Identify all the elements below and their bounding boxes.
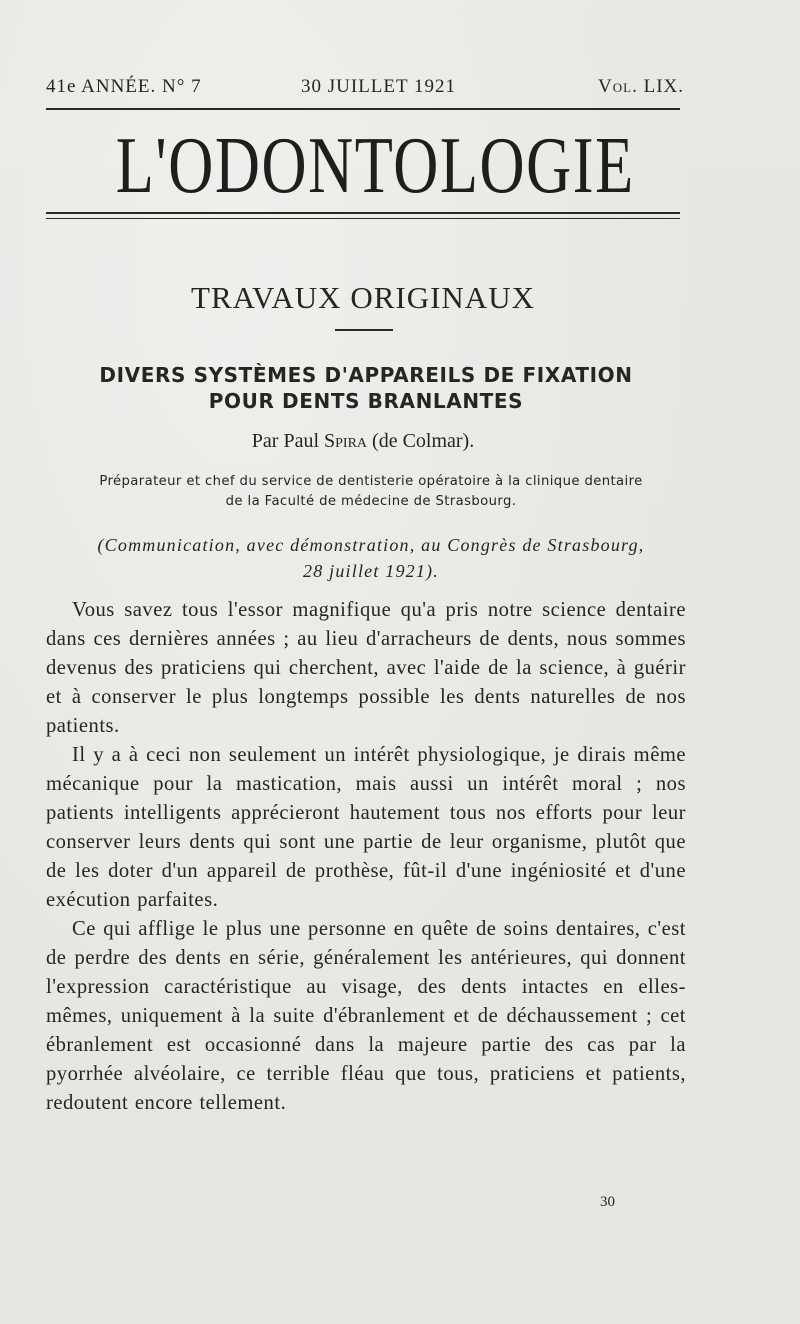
communication-note xyxy=(46,532,696,584)
running-head xyxy=(46,76,684,102)
communication-line-1: (Communication, avec démonstration, au Congrès de Strasbourg, xyxy=(97,535,645,555)
author-affiliation xyxy=(46,472,696,512)
body-paragraph-2: Il y a à ceci non seulement un intérêt physiologique, je dirais même mécanique pour la mastication, mais aussi un intérêt moral ; nos patients intelligents apprécieront hautement tous nos efforts pour leur conserver leurs dents qui sont une partie de leur organisme, plutôt que de les doter d'un appareil de prothèse, fût-il d'une ingéniosité et d'une exécution parfaites. xyxy=(46,744,686,911)
body-paragraph-1: Vous savez tous l'essor magnifique qu'a pris notre science dentaire dans ces dernières années ; au lieu d'arracheurs de dents, nous sommes devenus des praticiens qui cherchent, avec l'aide de la science, à guérir et à conserver le plus longtemps possible les dents naturelles de nos patients. xyxy=(46,599,686,737)
volume-number: Vol. LIX. xyxy=(598,76,684,97)
article-title xyxy=(46,362,686,414)
header-rule xyxy=(46,108,680,110)
communication-line-2: 28 juillet 1921). xyxy=(303,561,439,581)
body-paragraph-3: Ce qui afflige le plus une personne en quête de soins dentaires, c'est de perdre des dents en série, généralement les antérieures, qui donnent l'expression caractéristique au visage, des dents intactes en elles-mêmes, uniquement à la suite d'ébranlement et de déchaussement ; cet ébranlement est occasionné dans la majeure partie des cas par la pyorrhée alvéolaire, ce terrible fléau que tous, praticiens et patients, redoutent encore tellement. xyxy=(46,918,686,1114)
section-title: TRAVAUX ORIGINAUX xyxy=(191,280,535,315)
section-divider xyxy=(335,329,393,331)
article-title-line-1: DIVERS SYSTÈMES D'APPAREILS DE FIXATION xyxy=(99,363,633,387)
byline xyxy=(46,430,680,453)
affiliation-line-1: Préparateur et chef du service de dentisterie opératoire à la clinique dentaire xyxy=(99,474,643,489)
byline-prefix: Par Paul xyxy=(251,430,319,452)
issue-number: 41e ANNÉE. N° 7 xyxy=(46,76,202,97)
journal-title: L'ODONTOLOGIE xyxy=(115,122,635,210)
affiliation-line-2: de la Faculté de médecine de Strasbourg. xyxy=(225,494,517,509)
page-number: 30 xyxy=(600,1194,615,1210)
byline-suffix: (de Colmar). xyxy=(372,430,475,452)
title-double-rule xyxy=(46,212,680,219)
issue-date: 30 JUILLET 1921 xyxy=(301,76,457,97)
author-name: Spira xyxy=(324,430,368,452)
article-body xyxy=(46,596,686,1118)
article-title-line-2: POUR DENTS BRANLANTES xyxy=(208,389,524,413)
